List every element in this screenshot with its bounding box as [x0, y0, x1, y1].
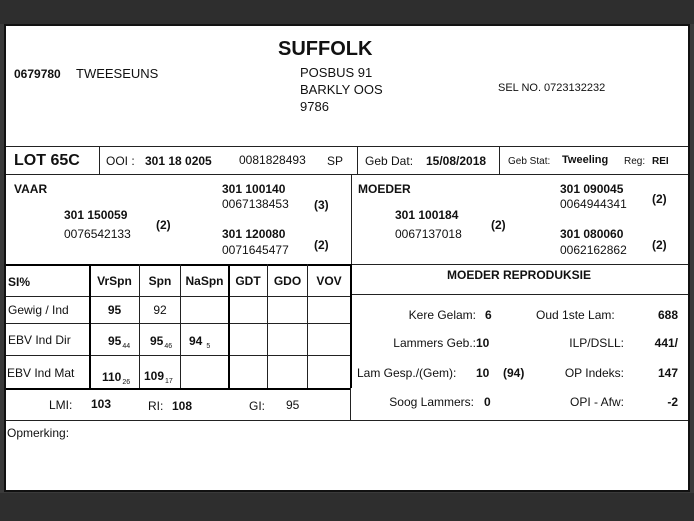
- maternal-granddam-id: 301 080060: [560, 227, 624, 241]
- sire-id: 301 150059: [64, 208, 128, 222]
- maternal-granddam-count: (2): [652, 238, 667, 252]
- si-cell: [90, 303, 139, 317]
- repro-soog-lammers-label: Soog Lammers:: [389, 395, 474, 409]
- si-value: 95: [108, 334, 122, 348]
- sire-label: VAAR: [14, 182, 48, 196]
- si-accuracy: 17: [165, 378, 173, 385]
- si-row1-bottom: [6, 323, 350, 324]
- repro-kere-gelam: 6: [485, 308, 492, 322]
- si-header-bottom: [6, 296, 350, 297]
- si-value: 92: [153, 303, 167, 317]
- si-accuracy: 46: [164, 343, 173, 350]
- remarks-label: Opmerking:: [7, 426, 70, 440]
- maternal-grandsire-id: 301 090045: [560, 182, 624, 196]
- si-cell: [108, 334, 130, 351]
- repro-lam-gesp-gem: (94): [503, 366, 525, 380]
- paternal-granddam-reg: 0071645477: [222, 243, 289, 257]
- si-cell: [140, 303, 180, 317]
- si-header-vrspn: VrSpn: [97, 274, 132, 288]
- lmi-value: 103: [91, 397, 112, 411]
- si-cell: [189, 334, 210, 351]
- si-value: 95: [107, 303, 122, 317]
- divider-lot-bottom: [6, 174, 688, 175]
- address-line-2: BARKLY OOS: [300, 82, 383, 97]
- si-header-vov: VOV: [316, 274, 342, 288]
- si-value: 110: [102, 370, 122, 384]
- si-table-top: [6, 264, 350, 266]
- address-line-1: POSBUS 91: [300, 65, 373, 80]
- owner-name: TWEESEUNS: [76, 66, 159, 81]
- repro-top: [350, 264, 688, 265]
- si-header-gdt: GDT: [235, 274, 261, 288]
- ooi-registration: 0081828493: [239, 153, 306, 167]
- maternal-grandsire-reg: 0064944341: [560, 197, 627, 211]
- reg-value: REI: [652, 156, 669, 167]
- ri-value: 108: [172, 399, 193, 413]
- repro-title: MOEDER REPRODUKSIE: [446, 268, 592, 282]
- sp-code: SP: [327, 154, 344, 168]
- paternal-granddam-id: 301 120080: [222, 227, 286, 241]
- lot-number: LOT 65C: [14, 152, 80, 169]
- si-accuracy: 44: [122, 343, 131, 350]
- si-accuracy: 5: [206, 343, 211, 350]
- si-value: 95: [150, 334, 164, 348]
- paternal-granddam-count: (2): [314, 238, 329, 252]
- repro-ilp-dsll-label: ILP/DSLL:: [569, 336, 624, 350]
- paternal-grandsire-id: 301 100140: [222, 182, 286, 196]
- si-accuracy: 26: [122, 379, 131, 386]
- birth-date-label: Geb Dat:: [365, 154, 414, 168]
- dam-label: MOEDER: [358, 182, 411, 196]
- si-value: 109: [144, 369, 165, 383]
- divider-lot: [99, 146, 100, 174]
- divider-geb-dat: [499, 146, 500, 174]
- repro-op-indeks: 147: [657, 366, 678, 380]
- si-col-6: [350, 264, 352, 388]
- divider-ooi: [357, 146, 358, 174]
- repro-soog-lammers: 0: [484, 395, 491, 409]
- repro-lammers-geb: 10: [476, 336, 490, 350]
- top-dark-band: [0, 0, 694, 24]
- dam-count: (2): [491, 218, 506, 232]
- birth-status-label: Geb Stat:: [508, 156, 551, 167]
- repro-oud-1ste-lam: 688: [657, 308, 678, 322]
- repro-ilp-dsll: 441/: [654, 336, 678, 350]
- dam-reg: 0067137018: [395, 227, 462, 241]
- repro-opi-afw: -2: [667, 395, 678, 409]
- gi-label: GI:: [249, 399, 266, 413]
- si-corner: SI%: [8, 275, 31, 289]
- si-row-label: EBV Ind Mat: [7, 366, 75, 380]
- maternal-grandsire-count: (2): [652, 192, 667, 206]
- reg-label: Reg:: [624, 156, 646, 167]
- bottom-dark-band: [0, 493, 694, 521]
- birth-status: Tweeling: [562, 154, 609, 166]
- si-row-label: EBV Ind Dir: [8, 333, 71, 347]
- si-table-bottom: [6, 388, 350, 390]
- paternal-grandsire-count: (3): [314, 198, 329, 212]
- birth-date: 15/08/2018: [426, 154, 487, 168]
- repro-lammers-geb-label: Lammers Geb.:: [393, 336, 476, 350]
- paternal-grandsire-reg: 0067138453: [222, 197, 289, 211]
- ri-label: RI:: [148, 399, 164, 413]
- sale-catalogue-card: [4, 24, 690, 492]
- ooi-label: OOI :: [106, 154, 135, 168]
- si-value: 94: [189, 334, 203, 348]
- repro-op-indeks-label: OP Indeks:: [564, 366, 624, 380]
- indices-bottom: [6, 420, 688, 421]
- dam-id: 301 100184: [395, 208, 459, 222]
- indices-right: [350, 388, 351, 420]
- si-row-label: Gewig / Ind: [8, 303, 69, 317]
- breed-title: SUFFOLK: [278, 38, 373, 60]
- ooi-id: 301 18 0205: [145, 154, 212, 168]
- gi-value: 95: [286, 398, 300, 412]
- address-line-3: 9786: [300, 99, 329, 114]
- repro-lam-gesp-label: Lam Gesp./(Gem):: [357, 366, 457, 380]
- si-cell: [102, 370, 130, 387]
- si-header-spn: Spn: [148, 274, 172, 288]
- repro-oud-1ste-lam-label: Oud 1ste Lam:: [536, 308, 615, 322]
- lmi-label: LMI:: [49, 398, 73, 412]
- repro-lam-gesp: 10: [476, 366, 490, 380]
- sire-reg: 0076542133: [64, 227, 131, 241]
- repro-title-bottom: [350, 294, 688, 295]
- si-header-naspn: NaSpn: [185, 274, 224, 288]
- maternal-granddam-reg: 0062162862: [560, 243, 627, 257]
- si-row2-bottom: [6, 355, 350, 356]
- repro-kere-gelam-label: Kere Gelam:: [408, 308, 476, 322]
- si-header-gdo: GDO: [273, 274, 302, 288]
- owner-number: 0679780: [14, 67, 61, 81]
- phone-number: SEL NO. 0723132232: [498, 82, 606, 94]
- si-cell: [144, 369, 173, 386]
- repro-opi-afw-label: OPI - Afw:: [569, 395, 624, 409]
- divider-pedigree: [351, 174, 352, 264]
- si-cell: [150, 334, 172, 351]
- sire-count: (2): [156, 218, 171, 232]
- divider-lot-top: [6, 146, 688, 147]
